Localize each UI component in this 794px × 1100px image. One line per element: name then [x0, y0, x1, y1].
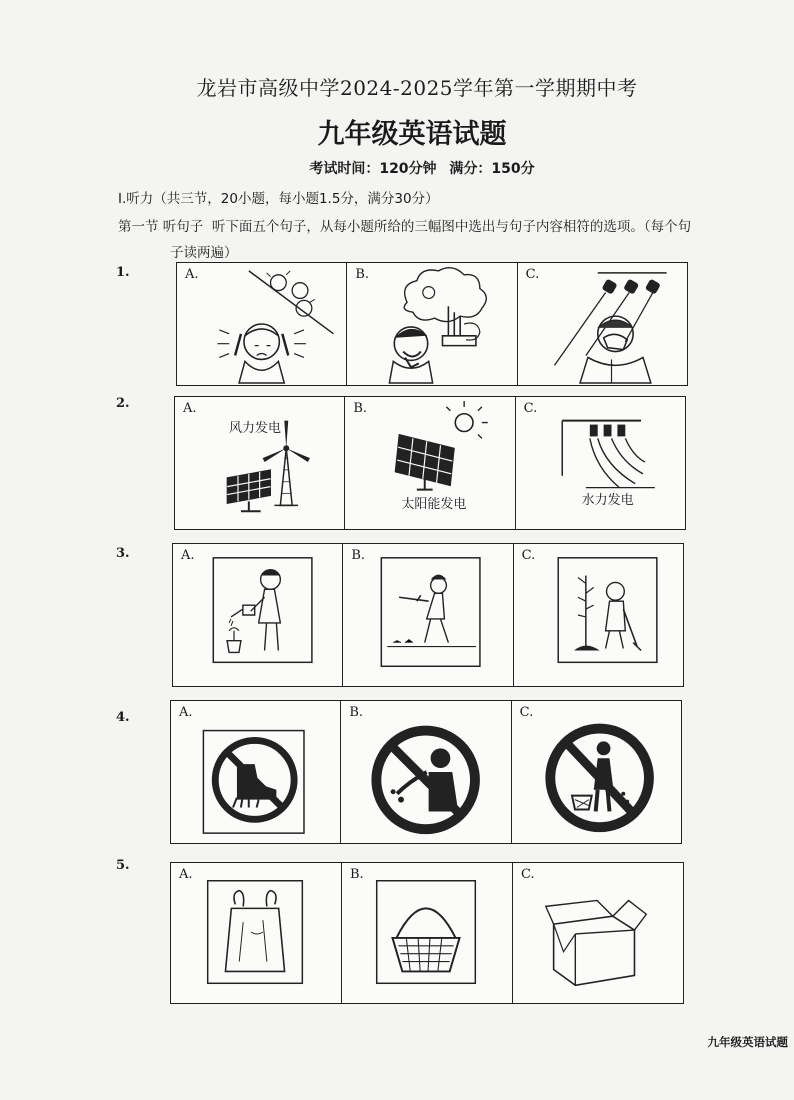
option-letter: B. — [350, 867, 364, 882]
wind-turbine-solar-icon — [175, 397, 344, 529]
question-number: 2. — [116, 396, 130, 411]
question-3-options — [172, 543, 684, 687]
question-4-options — [170, 700, 682, 844]
question-1-options — [176, 262, 688, 386]
option-cell[interactable] — [173, 544, 343, 686]
option-letter: C. — [525, 267, 540, 282]
girl-watering-plant-icon — [173, 544, 342, 686]
question-number: 5. — [116, 858, 130, 873]
exam-subject-title: 九年级英语试题 — [317, 119, 507, 150]
exam-school-term-title: 龙岩市高级中学2024-2025学年第一学期期中考 — [196, 76, 638, 100]
option-cell[interactable] — [342, 863, 513, 1003]
option-letter: A. — [181, 548, 195, 563]
option-letter: A. — [185, 267, 199, 282]
exam-time-and-score: 考试时间：120分钟 满分：150分 — [309, 161, 535, 177]
option-cell[interactable] — [175, 397, 345, 529]
part1-desc-line1: 听下面五个句子，从每小题所给的三幅图中选出与句子内容相符的选项。（每个句 — [211, 219, 692, 235]
listening-section-heading: Ⅰ.听力（共三节，20小题，每小题1.5分，满分30分） — [118, 191, 439, 207]
option-cell[interactable] — [177, 263, 347, 385]
cardboard-box-icon — [513, 863, 683, 1003]
option-letter: C. — [521, 867, 535, 882]
option-cell[interactable] — [512, 701, 681, 843]
option-letter: C. — [519, 705, 534, 720]
option-cell[interactable] — [347, 263, 517, 385]
option-letter: A. — [183, 401, 197, 416]
question-number: 1. — [116, 265, 130, 280]
basket-icon — [342, 863, 512, 1003]
option-letter: A. — [179, 705, 193, 720]
option-cell[interactable] — [513, 863, 683, 1003]
part1-instructions — [118, 214, 788, 266]
boy-hoeing-ground-icon — [343, 544, 512, 686]
option-cell[interactable] — [345, 397, 515, 529]
no-littering-sign-icon — [512, 701, 681, 843]
option-caption: 太阳能发电 — [401, 497, 467, 512]
solar-panel-sun-icon — [345, 397, 514, 529]
question-number: 3. — [116, 546, 130, 561]
part1-desc-line2: 子读两遍） — [170, 245, 238, 261]
person-covering-eyes-bright-lights-icon — [518, 263, 687, 385]
part1-label: 第一节 听句子 — [118, 219, 204, 235]
option-letter: C. — [523, 401, 538, 416]
plastic-bag-icon — [171, 863, 341, 1003]
question-number: 4. — [116, 710, 130, 725]
option-cell[interactable] — [171, 701, 341, 843]
boy-planting-tree-icon — [514, 544, 683, 686]
no-stepping-on-grass-sign-icon — [171, 701, 340, 843]
question-2-options — [174, 396, 686, 530]
no-spitting-sign-icon — [341, 701, 510, 843]
hydro-dam-icon — [516, 397, 685, 529]
child-coughing-factory-smoke-icon — [347, 263, 516, 385]
option-cell[interactable] — [341, 701, 511, 843]
option-cell[interactable] — [343, 544, 513, 686]
option-letter: A. — [179, 867, 193, 882]
option-cell[interactable] — [171, 863, 342, 1003]
option-cell[interactable] — [516, 397, 685, 529]
page-footer-label: 九年级英语试题 — [707, 1035, 788, 1049]
option-letter: B. — [349, 705, 364, 720]
option-cell[interactable] — [518, 263, 687, 385]
option-caption: 风力发电 — [229, 421, 282, 436]
option-cell[interactable] — [514, 544, 683, 686]
option-letter: B. — [351, 548, 366, 563]
option-letter: C. — [521, 548, 536, 563]
option-caption: 水力发电 — [581, 493, 634, 508]
option-letter: B. — [355, 267, 370, 282]
question-5-options — [170, 862, 684, 1004]
option-letter: B. — [353, 401, 368, 416]
child-covering-ears-noise-icon — [177, 263, 346, 385]
